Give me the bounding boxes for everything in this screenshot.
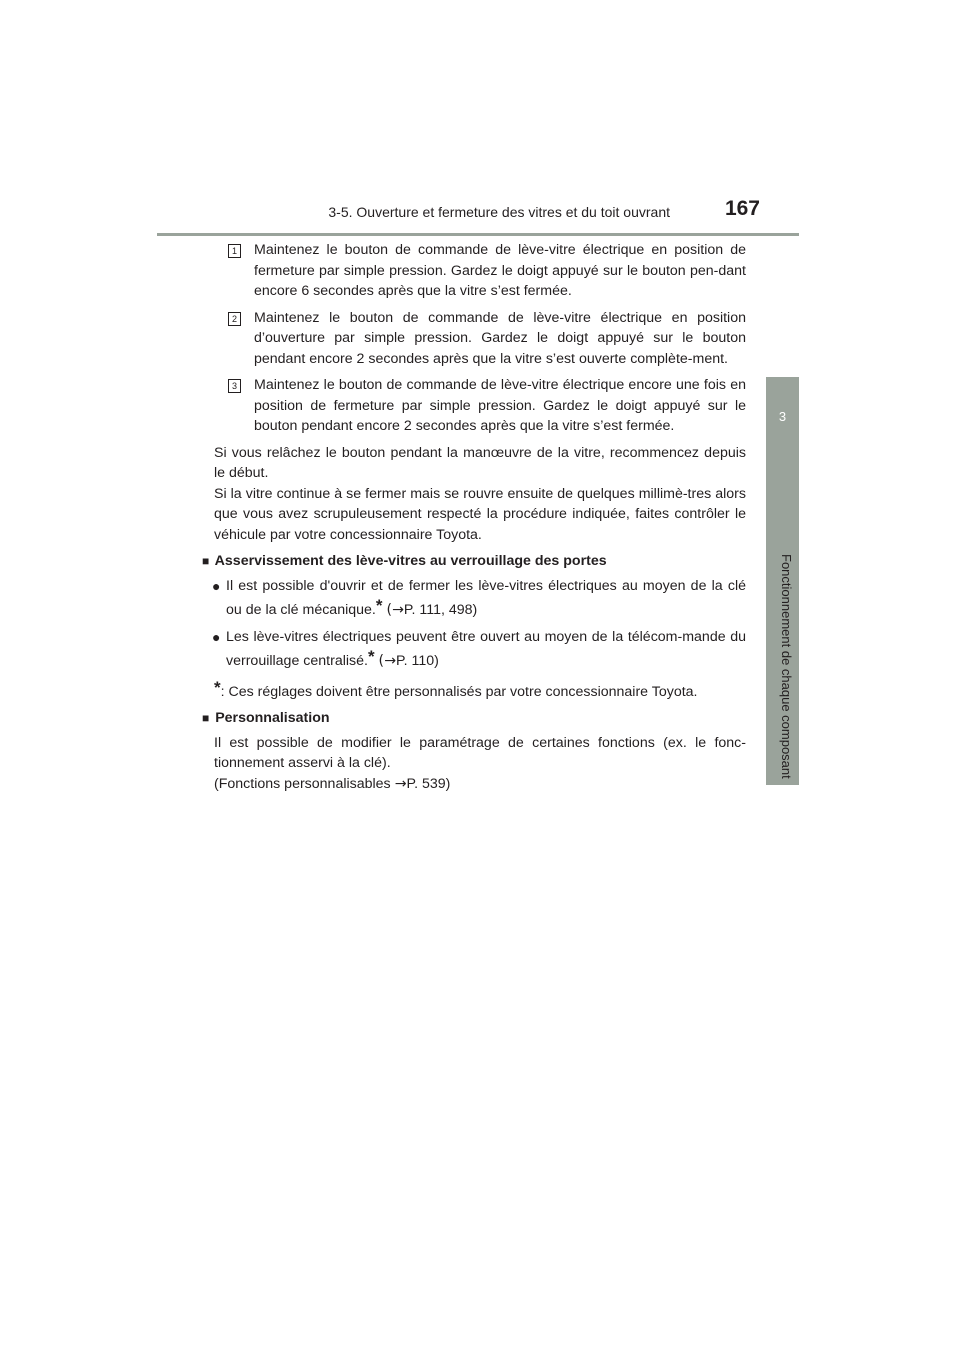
- personalization-text: Il est possible de modifier le paramétrage de certaines fonctions (ex. le fonc-tionnement asservi à la clé).: [214, 734, 746, 771]
- bullet-dot-icon: ●: [212, 628, 221, 645]
- page-number: 167: [724, 197, 760, 220]
- bullet-text: Les lève-vitres électriques peuvent être ouvert au moyen de la télécom-mande du verrouillage centralisé.: [226, 628, 746, 669]
- step-number-badge: 3: [228, 379, 241, 393]
- step-text: Maintenez le bouton de commande de lève-vitre électrique en position d’ouverture par simple pression. Gardez le doigt appuyé sur le bouton pendant encore 2 secondes après que la vitre s’est ouverte complète-ment.: [254, 309, 746, 367]
- step-3: [214, 375, 746, 437]
- asterisk-icon: *: [367, 647, 375, 666]
- section-title: 3-5. Ouverture et fermeture des vitres et du toit ouvrant: [328, 204, 670, 220]
- header-rule: [157, 233, 799, 236]
- section-heading-personalization: [202, 708, 746, 729]
- page-content: [202, 240, 746, 800]
- chapter-side-tab: [766, 377, 799, 785]
- section-heading-door-lock: [202, 551, 746, 572]
- step-text: Maintenez le bouton de commande de lève-vitre électrique encore une fois en position de fermeture par simple pression. Gardez le doigt appuyé sur le bouton pendant encore 2 secondes après que la vitre s’est fermée.: [254, 377, 746, 434]
- note-paragraph: [214, 443, 746, 546]
- bullet-item-key: [214, 576, 746, 621]
- step-number-badge: 1: [228, 244, 241, 258]
- bullet-item-remote: [214, 627, 746, 672]
- see-arrow-icon: (→: [378, 653, 396, 669]
- note-restart: Si vous relâchez le bouton pendant la manœuvre de la vitre, recommencez depuis le début.: [214, 444, 746, 481]
- asterisk-icon: *: [375, 596, 383, 615]
- heading-text: Personnalisation: [215, 710, 330, 726]
- bullet-dot-icon: ●: [212, 577, 221, 594]
- chapter-number: 3: [778, 409, 787, 424]
- step-text: Maintenez le bouton de commande de lève-vitre électrique en position de fermeture par simple pression. Gardez le doigt appuyé sur le bouton pen-dant encore 6 secondes après que la vitre s’est fermée.: [254, 242, 746, 299]
- asterisk-icon: *: [214, 677, 221, 697]
- footnote: [214, 678, 746, 703]
- page-reference[interactable]: P. 110): [395, 653, 439, 669]
- note-reopen: Si la vitre continue à se fermer mais se rouvre ensuite de quelques millimè-tres alors que vous avez scrupuleusement respecté la procédure indiquée, faites contrôler le véhicule par votre concessionnaire Toyota.: [214, 485, 746, 543]
- square-bullet-icon: ■: [202, 554, 210, 568]
- heading-text: Asservissement des lève-vitres au verrouillage des portes: [214, 553, 607, 569]
- step-2: [214, 308, 746, 370]
- chapter-label: Fonctionnement de chaque composant: [779, 554, 794, 779]
- see-arrow-icon: →: [394, 775, 407, 792]
- personalization-paragraph: [214, 733, 746, 795]
- square-bullet-icon: ■: [202, 711, 210, 725]
- bullet-text: Il est possible d'ouvrir et de fermer les lève-vitres électriques au moyen de la clé ou de la clé mécanique.: [226, 577, 746, 618]
- see-arrow-icon: (→: [386, 602, 404, 618]
- page-reference[interactable]: P. 111, 498): [403, 602, 478, 618]
- personalization-ref-prefix: (Fonctions personnalisables: [214, 775, 395, 792]
- footnote-text: : Ces réglages doivent être personnalisés par votre concessionnaire Toyota.: [220, 683, 698, 700]
- page-reference[interactable]: P. 539): [406, 775, 451, 792]
- step-number-badge: 2: [228, 312, 241, 326]
- step-1: [214, 240, 746, 302]
